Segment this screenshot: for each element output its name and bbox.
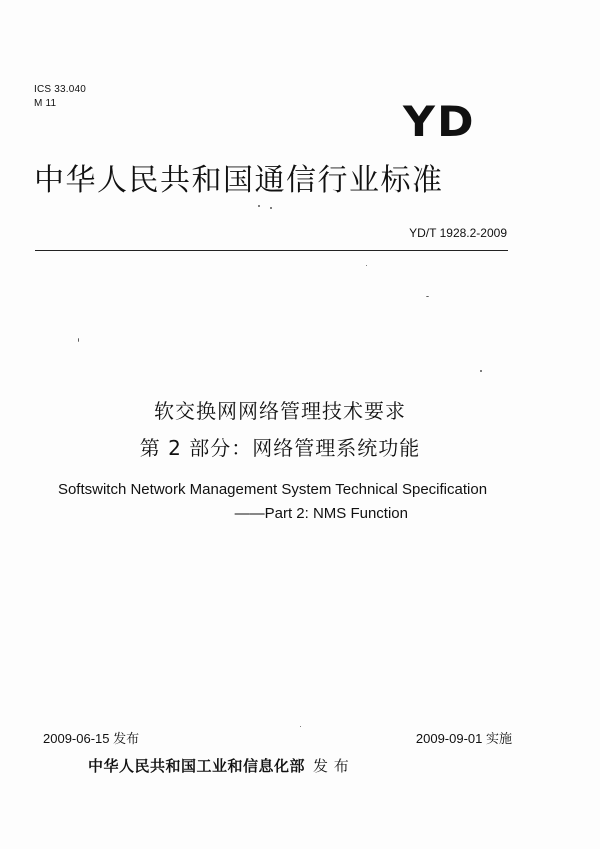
header-divider: [35, 250, 508, 251]
scan-speck: [300, 726, 301, 727]
english-title-line1: Softswitch Network Management System Technical Specification: [57, 481, 488, 498]
chinese-title-line2: 第 2 部分：网络管理系统功能: [139, 436, 421, 460]
implementation-date: 2009-09-01 实施: [415, 731, 512, 746]
ics-code: ICS 33.040: [34, 84, 87, 95]
scan-speck: [426, 296, 429, 297]
release-date: 2009-06-15 发布: [43, 731, 140, 746]
issuing-authority: [88, 756, 349, 776]
scan-speck: [78, 338, 79, 342]
scan-speck: [258, 205, 260, 207]
yd-logo: YD: [403, 97, 476, 146]
scan-speck: [366, 265, 367, 266]
standard-title: 中华人民共和国通信行业标准: [34, 163, 444, 198]
english-title-line2: ——Part 2: NMS Function: [234, 505, 408, 522]
standard-number: YD/T 1928.2-2009: [409, 226, 507, 240]
category-code: M 11: [34, 98, 57, 109]
issuer-name: 中华人民共和国工业和信息化部: [88, 757, 306, 775]
issuer-verb: 发 布: [313, 757, 350, 775]
scan-speck: [270, 207, 272, 209]
chinese-title-line1: 软交换网网络管理技术要求: [154, 399, 406, 423]
scan-speck: [480, 370, 482, 372]
classification-codes: [34, 83, 86, 111]
